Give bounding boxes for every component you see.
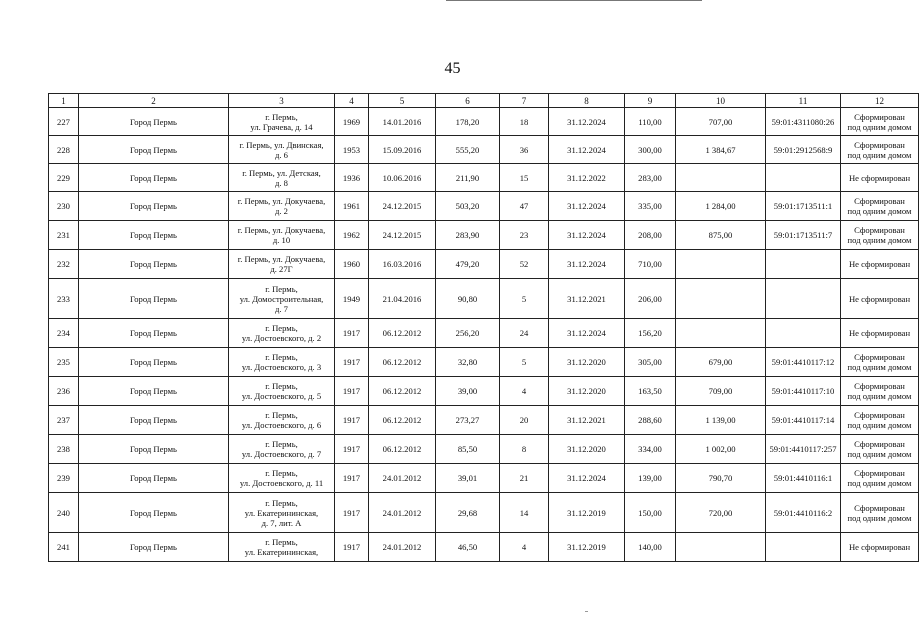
- residents-cell: 8: [500, 435, 549, 464]
- column-number: 12: [841, 94, 919, 108]
- cadastral-number-cell: 59:01:1713511:7: [766, 221, 841, 250]
- address-cell-line: г. Пермь,: [265, 468, 298, 478]
- address-cell: [229, 348, 335, 377]
- deadline-cell: 31.12.2021: [549, 279, 625, 319]
- row-number: 236: [49, 377, 79, 406]
- year-cell: 1917: [335, 493, 369, 533]
- status-cell-line: Сформирован: [854, 381, 905, 391]
- address-cell-line: г. Пермь, ул. Докучаева,: [237, 225, 326, 235]
- address-cell: [229, 319, 335, 348]
- address-cell-line: ул. Грачева, д. 14: [250, 121, 313, 132]
- status-cell-line: Не сформирован: [848, 542, 911, 552]
- row-number: 234: [49, 319, 79, 348]
- status-cell: [841, 108, 919, 136]
- table-row: [49, 377, 919, 406]
- status-cell: [841, 319, 919, 348]
- table-row: [49, 493, 919, 533]
- year-cell: 1962: [335, 221, 369, 250]
- cadastral-number-cell: 59:01:1713511:1: [766, 192, 841, 221]
- address-cell-line: ул. Достоевского, д. 3: [241, 362, 322, 372]
- year-cell: 1917: [335, 348, 369, 377]
- area-cell: 46,50: [436, 533, 500, 562]
- residents-cell: 15: [500, 164, 549, 192]
- address-cell-line: г. Пермь,: [265, 497, 298, 508]
- deadline-cell: 31.12.2020: [549, 377, 625, 406]
- area-cell: 85,50: [436, 435, 500, 464]
- deadline-cell: 31.12.2024: [549, 464, 625, 493]
- status-cell: [841, 435, 919, 464]
- area-cell: 39,01: [436, 464, 500, 493]
- table-row: [49, 136, 919, 164]
- address-cell-line: д. 2: [275, 206, 288, 216]
- status-cell: [841, 221, 919, 250]
- land-area-cell: 334,00: [625, 435, 676, 464]
- area-cell: 178,20: [436, 108, 500, 136]
- cadastral-number-cell: [766, 279, 841, 319]
- address-cell-line: ул. Домостроительная,: [239, 293, 324, 304]
- address-cell-line: ул. Екатерининская,: [244, 507, 319, 518]
- status-cell-line: под одним домом: [847, 420, 912, 430]
- status-cell-line: под одним домом: [847, 362, 912, 372]
- address-cell-line: г. Пермь,: [265, 111, 298, 122]
- column-number: 1: [49, 94, 79, 108]
- area-cell: 283,90: [436, 221, 500, 250]
- column-number: 3: [229, 94, 335, 108]
- row-number: 232: [49, 250, 79, 279]
- residents-cell: 4: [500, 377, 549, 406]
- land-area-formed-cell: [676, 164, 766, 192]
- scan-mark: [585, 611, 588, 612]
- address-cell-line: г. Пермь, ул. Двинская,: [239, 139, 324, 150]
- status-cell-line: Сформирован: [854, 111, 905, 122]
- address-cell: [229, 406, 335, 435]
- address-cell-line: ул. Достоевского, д. 11: [239, 478, 324, 488]
- status-cell: [841, 377, 919, 406]
- column-number-row: [49, 94, 919, 108]
- status-cell-line: под одним домом: [847, 235, 912, 245]
- status-cell: [841, 464, 919, 493]
- land-area-cell: 305,00: [625, 348, 676, 377]
- status-cell-line: под одним домом: [847, 512, 912, 523]
- status-cell: [841, 164, 919, 192]
- land-area-cell: 300,00: [625, 136, 676, 164]
- area-cell: 256,20: [436, 319, 500, 348]
- table-row: [49, 435, 919, 464]
- column-number: 4: [335, 94, 369, 108]
- status-cell: [841, 136, 919, 164]
- land-area-cell: 156,20: [625, 319, 676, 348]
- land-area-formed-cell: 790,70: [676, 464, 766, 493]
- table-body: [49, 94, 919, 562]
- deadline-cell: 31.12.2020: [549, 348, 625, 377]
- locality-cell: Город Пермь: [79, 279, 229, 319]
- land-area-formed-cell: 1 384,67: [676, 136, 766, 164]
- deadline-cell: 31.12.2024: [549, 108, 625, 136]
- date-cell: 14.01.2016: [369, 108, 436, 136]
- cadastral-number-cell: 59:01:4410116:2: [766, 493, 841, 533]
- address-cell: [229, 108, 335, 136]
- residents-cell: 21: [500, 464, 549, 493]
- row-number: 237: [49, 406, 79, 435]
- status-cell-line: Сформирован: [854, 139, 905, 150]
- locality-cell: Город Пермь: [79, 192, 229, 221]
- page-number: 45: [444, 60, 461, 77]
- area-cell: 211,90: [436, 164, 500, 192]
- locality-cell: Город Пермь: [79, 464, 229, 493]
- status-cell-line: под одним домом: [847, 449, 912, 459]
- year-cell: 1969: [335, 108, 369, 136]
- date-cell: 06.12.2012: [369, 348, 436, 377]
- residents-cell: 14: [500, 493, 549, 533]
- address-cell-line: д. 7: [275, 303, 288, 314]
- address-cell-line: г. Пермь, ул. Детская,: [242, 167, 321, 178]
- column-number: 8: [549, 94, 625, 108]
- table-row: [49, 221, 919, 250]
- land-area-formed-cell: 679,00: [676, 348, 766, 377]
- status-cell-line: Не сформирован: [848, 293, 911, 304]
- residents-cell: 36: [500, 136, 549, 164]
- status-cell-line: Сформирован: [854, 352, 905, 362]
- top-rule: [446, 0, 702, 1]
- table-row: [49, 250, 919, 279]
- locality-cell: Город Пермь: [79, 348, 229, 377]
- year-cell: 1936: [335, 164, 369, 192]
- residents-cell: 18: [500, 108, 549, 136]
- date-cell: 10.06.2016: [369, 164, 436, 192]
- address-cell: [229, 136, 335, 164]
- residents-cell: 52: [500, 250, 549, 279]
- status-cell-line: Сформирован: [854, 225, 905, 235]
- status-cell-line: под одним домом: [847, 478, 912, 488]
- year-cell: 1917: [335, 406, 369, 435]
- status-cell-line: под одним домом: [847, 391, 912, 401]
- locality-cell: Город Пермь: [79, 533, 229, 562]
- land-area-formed-cell: 1 284,00: [676, 192, 766, 221]
- row-number: 230: [49, 192, 79, 221]
- land-area-cell: 140,00: [625, 533, 676, 562]
- locality-cell: Город Пермь: [79, 319, 229, 348]
- land-area-formed-cell: 1 002,00: [676, 435, 766, 464]
- locality-cell: Город Пермь: [79, 221, 229, 250]
- address-cell-line: г. Пермь,: [265, 439, 298, 449]
- date-cell: 06.12.2012: [369, 377, 436, 406]
- cadastral-number-cell: [766, 533, 841, 562]
- status-cell-line: под одним домом: [847, 121, 912, 132]
- address-cell-line: д. 7, лит. А: [261, 517, 302, 528]
- address-cell-line: ул. Достоевского, д. 6: [241, 420, 322, 430]
- locality-cell: Город Пермь: [79, 250, 229, 279]
- address-cell-line: г. Пермь, ул. Докучаева,: [237, 254, 326, 264]
- table-row: [49, 464, 919, 493]
- address-cell: [229, 221, 335, 250]
- deadline-cell: 31.12.2024: [549, 250, 625, 279]
- address-cell: [229, 164, 335, 192]
- land-area-formed-cell: 1 139,00: [676, 406, 766, 435]
- land-area-formed-cell: [676, 250, 766, 279]
- status-cell: [841, 250, 919, 279]
- land-area-formed-cell: 720,00: [676, 493, 766, 533]
- area-cell: 90,80: [436, 279, 500, 319]
- residents-cell: 47: [500, 192, 549, 221]
- deadline-cell: 31.12.2019: [549, 493, 625, 533]
- land-area-formed-cell: [676, 319, 766, 348]
- cadastral-number-cell: 59:01:4410117:14: [766, 406, 841, 435]
- cadastral-number-cell: 59:01:4410117:12: [766, 348, 841, 377]
- cadastral-number-cell: 59:01:4410117:257: [766, 435, 841, 464]
- residents-cell: 23: [500, 221, 549, 250]
- date-cell: 16.03.2016: [369, 250, 436, 279]
- table-row: [49, 348, 919, 377]
- cadastral-number-cell: [766, 319, 841, 348]
- cadastral-number-cell: 59:01:4410116:1: [766, 464, 841, 493]
- land-area-cell: 139,00: [625, 464, 676, 493]
- year-cell: 1953: [335, 136, 369, 164]
- column-number: 6: [436, 94, 500, 108]
- status-cell-line: Сформирован: [854, 410, 905, 420]
- date-cell: 06.12.2012: [369, 406, 436, 435]
- status-cell-line: Не сформирован: [848, 328, 911, 338]
- cadastral-number-cell: 59:01:4410117:10: [766, 377, 841, 406]
- address-cell-line: г. Пермь,: [265, 410, 298, 420]
- row-number: 241: [49, 533, 79, 562]
- land-area-cell: 163,50: [625, 377, 676, 406]
- deadline-cell: 31.12.2019: [549, 533, 625, 562]
- date-cell: 21.04.2016: [369, 279, 436, 319]
- year-cell: 1917: [335, 533, 369, 562]
- address-cell: [229, 279, 335, 319]
- column-number: 5: [369, 94, 436, 108]
- land-area-cell: 335,00: [625, 192, 676, 221]
- land-area-formed-cell: 707,00: [676, 108, 766, 136]
- address-cell-line: г. Пермь,: [265, 381, 298, 391]
- year-cell: 1917: [335, 435, 369, 464]
- row-number: 240: [49, 493, 79, 533]
- year-cell: 1961: [335, 192, 369, 221]
- residents-cell: 24: [500, 319, 549, 348]
- cadastral-number-cell: 59:01:4311080:26: [766, 108, 841, 136]
- area-cell: 39,00: [436, 377, 500, 406]
- cadastral-number-cell: [766, 250, 841, 279]
- row-number: 229: [49, 164, 79, 192]
- residents-cell: 5: [500, 348, 549, 377]
- date-cell: 24.01.2012: [369, 464, 436, 493]
- land-area-cell: 110,00: [625, 108, 676, 136]
- status-cell-line: Не сформирован: [848, 172, 911, 183]
- table-row: [49, 533, 919, 562]
- row-number: 228: [49, 136, 79, 164]
- land-area-cell: 208,00: [625, 221, 676, 250]
- address-cell-line: г. Пермь,: [265, 283, 298, 294]
- land-area-formed-cell: [676, 279, 766, 319]
- locality-cell: Город Пермь: [79, 435, 229, 464]
- date-cell: 24.12.2015: [369, 192, 436, 221]
- housing-table: [48, 93, 919, 562]
- address-cell-line: д. 8: [275, 177, 288, 188]
- address-cell-line: д. 6: [275, 149, 288, 160]
- status-cell: [841, 192, 919, 221]
- address-cell-line: г. Пермь,: [265, 352, 298, 362]
- address-cell-line: ул. Достоевского, д. 2: [241, 333, 322, 343]
- row-number: 239: [49, 464, 79, 493]
- address-cell: [229, 435, 335, 464]
- status-cell: [841, 279, 919, 319]
- address-cell: [229, 533, 335, 562]
- date-cell: 15.09.2016: [369, 136, 436, 164]
- locality-cell: Город Пермь: [79, 164, 229, 192]
- column-number: 9: [625, 94, 676, 108]
- year-cell: 1960: [335, 250, 369, 279]
- area-cell: 32,80: [436, 348, 500, 377]
- land-area-cell: 150,00: [625, 493, 676, 533]
- land-area-cell: 288,60: [625, 406, 676, 435]
- deadline-cell: 31.12.2024: [549, 221, 625, 250]
- deadline-cell: 31.12.2024: [549, 136, 625, 164]
- deadline-cell: 31.12.2021: [549, 406, 625, 435]
- address-cell-line: г. Пермь,: [265, 323, 298, 333]
- address-cell-line: г. Пермь,: [265, 537, 298, 547]
- address-cell-line: ул. Достоевского, д. 5: [241, 391, 322, 401]
- area-cell: 29,68: [436, 493, 500, 533]
- year-cell: 1917: [335, 319, 369, 348]
- status-cell: [841, 406, 919, 435]
- locality-cell: Город Пермь: [79, 136, 229, 164]
- date-cell: 06.12.2012: [369, 435, 436, 464]
- table-row: [49, 192, 919, 221]
- locality-cell: Город Пермь: [79, 406, 229, 435]
- year-cell: 1917: [335, 464, 369, 493]
- status-cell: [841, 348, 919, 377]
- row-number: 231: [49, 221, 79, 250]
- row-number: 235: [49, 348, 79, 377]
- cadastral-number-cell: 59:01:2912568:9: [766, 136, 841, 164]
- date-cell: 24.01.2012: [369, 493, 436, 533]
- status-cell: [841, 533, 919, 562]
- row-number: 233: [49, 279, 79, 319]
- status-cell-line: Сформирован: [854, 196, 905, 206]
- land-area-cell: 206,00: [625, 279, 676, 319]
- area-cell: 479,20: [436, 250, 500, 279]
- year-cell: 1917: [335, 377, 369, 406]
- status-cell-line: Сформирован: [854, 468, 905, 478]
- residents-cell: 5: [500, 279, 549, 319]
- table-row: [49, 319, 919, 348]
- locality-cell: Город Пермь: [79, 377, 229, 406]
- address-cell: [229, 377, 335, 406]
- table-row: [49, 406, 919, 435]
- deadline-cell: 31.12.2024: [549, 192, 625, 221]
- address-cell-line: г. Пермь, ул. Докучаева,: [237, 196, 326, 206]
- address-cell-line: ул. Екатерининская,: [244, 547, 319, 557]
- column-number: 2: [79, 94, 229, 108]
- land-area-cell: 283,00: [625, 164, 676, 192]
- area-cell: 555,20: [436, 136, 500, 164]
- address-cell-line: д. 10: [272, 235, 291, 245]
- date-cell: 24.01.2012: [369, 533, 436, 562]
- table-row: [49, 279, 919, 319]
- table-row: [49, 164, 919, 192]
- year-cell: 1949: [335, 279, 369, 319]
- row-number: 227: [49, 108, 79, 136]
- status-cell-line: под одним домом: [847, 149, 912, 160]
- address-cell: [229, 192, 335, 221]
- address-cell-line: д. 27Г: [270, 264, 293, 274]
- date-cell: 06.12.2012: [369, 319, 436, 348]
- row-number: 238: [49, 435, 79, 464]
- deadline-cell: 31.12.2022: [549, 164, 625, 192]
- column-number: 11: [766, 94, 841, 108]
- locality-cell: Город Пермь: [79, 108, 229, 136]
- column-number: 7: [500, 94, 549, 108]
- land-area-cell: 710,00: [625, 250, 676, 279]
- address-cell-line: ул. Достоевского, д. 7: [241, 449, 322, 459]
- land-area-formed-cell: [676, 533, 766, 562]
- address-cell: [229, 250, 335, 279]
- deadline-cell: 31.12.2020: [549, 435, 625, 464]
- locality-cell: Город Пермь: [79, 493, 229, 533]
- area-cell: 503,20: [436, 192, 500, 221]
- status-cell: [841, 493, 919, 533]
- table-row: [49, 108, 919, 136]
- cadastral-number-cell: [766, 164, 841, 192]
- residents-cell: 20: [500, 406, 549, 435]
- residents-cell: 4: [500, 533, 549, 562]
- land-area-formed-cell: 709,00: [676, 377, 766, 406]
- deadline-cell: 31.12.2024: [549, 319, 625, 348]
- status-cell-line: под одним домом: [847, 206, 912, 216]
- status-cell-line: Сформирован: [854, 502, 905, 513]
- area-cell: 273,27: [436, 406, 500, 435]
- land-area-formed-cell: 875,00: [676, 221, 766, 250]
- column-number: 10: [676, 94, 766, 108]
- status-cell-line: Сформирован: [854, 439, 905, 449]
- status-cell-line: Не сформирован: [848, 259, 911, 269]
- date-cell: 24.12.2015: [369, 221, 436, 250]
- address-cell: [229, 493, 335, 533]
- address-cell: [229, 464, 335, 493]
